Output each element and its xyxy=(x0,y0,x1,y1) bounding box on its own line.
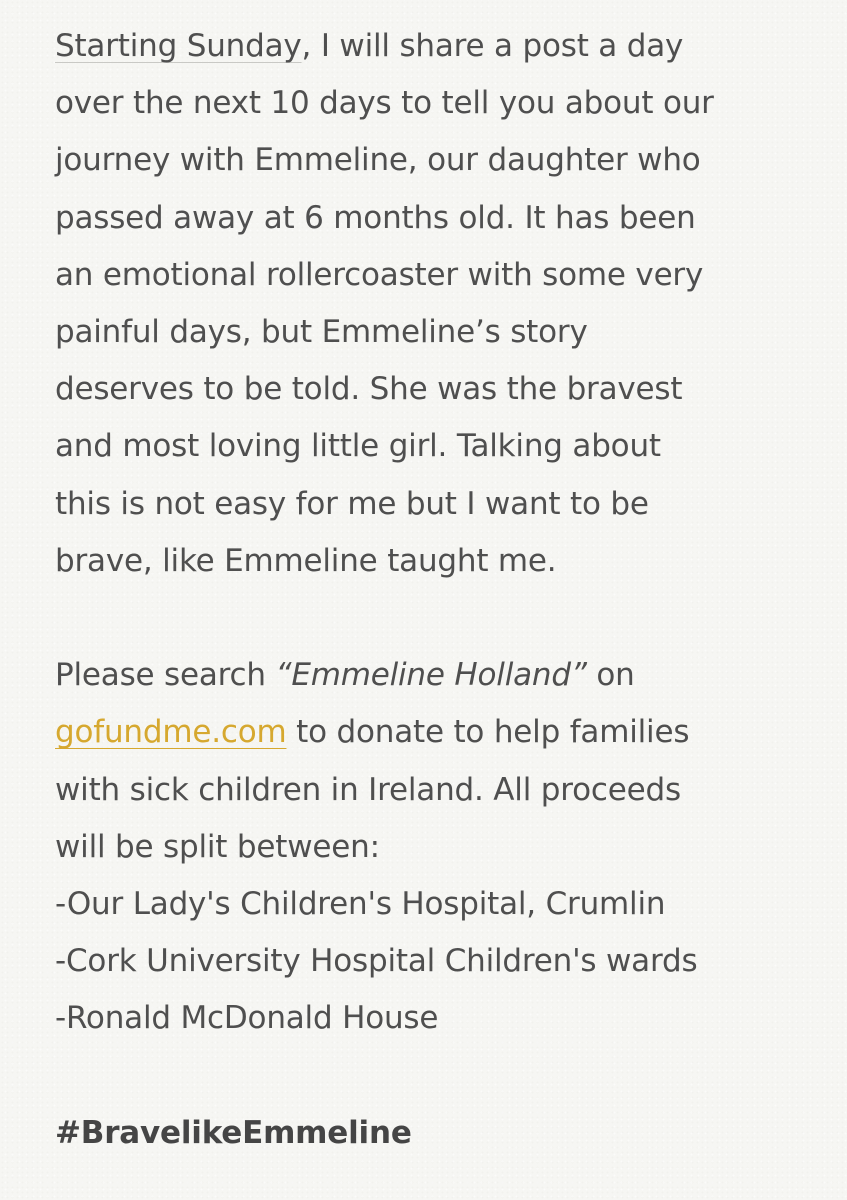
note-line: journey with Emmeline, our daughter who xyxy=(55,142,701,179)
note-line: deserves to be told. She was the bravest xyxy=(55,371,683,408)
note-line: passed away at 6 months old. It has been xyxy=(55,199,696,236)
note-line: will be split between: xyxy=(55,828,380,865)
note-text: to donate to help families xyxy=(286,714,690,751)
note-line: with sick children in Ireland. All proceeds xyxy=(55,771,681,808)
note-line: over the next 10 days to tell you about our xyxy=(55,85,714,122)
list-item: -Our Lady's Children's Hospital, Crumlin xyxy=(55,886,666,923)
paragraph-spacer xyxy=(55,1048,815,1105)
gofundme-link[interactable]: gofundme.com xyxy=(55,714,287,751)
starting-sunday-text: Starting Sunday xyxy=(55,28,302,64)
paragraph-spacer xyxy=(55,590,815,647)
search-term-text: “Emmeline Holland” xyxy=(275,657,587,694)
note-line: and most loving little girl. Talking about xyxy=(55,428,661,465)
note-body xyxy=(55,18,815,1162)
note-text: , I will share a post a day xyxy=(301,28,684,64)
note-line: brave, like Emmeline taught me. xyxy=(55,542,557,579)
note-line xyxy=(55,647,815,704)
note-line: an emotional rollercoaster with some very xyxy=(55,256,704,293)
note-line xyxy=(55,704,815,761)
list-item: -Cork University Hospital Children's wards xyxy=(55,943,698,980)
list-item: -Ronald McDonald House xyxy=(55,1000,439,1037)
hashtag-text: #BravelikeEmmeline xyxy=(55,1114,412,1151)
note-line: this is not easy for me but I want to be xyxy=(55,485,649,522)
note-text: on xyxy=(586,657,635,694)
note-line xyxy=(55,18,815,75)
note-line: painful days, but Emmeline’s story xyxy=(55,314,588,351)
note-text: Please search xyxy=(55,657,276,694)
